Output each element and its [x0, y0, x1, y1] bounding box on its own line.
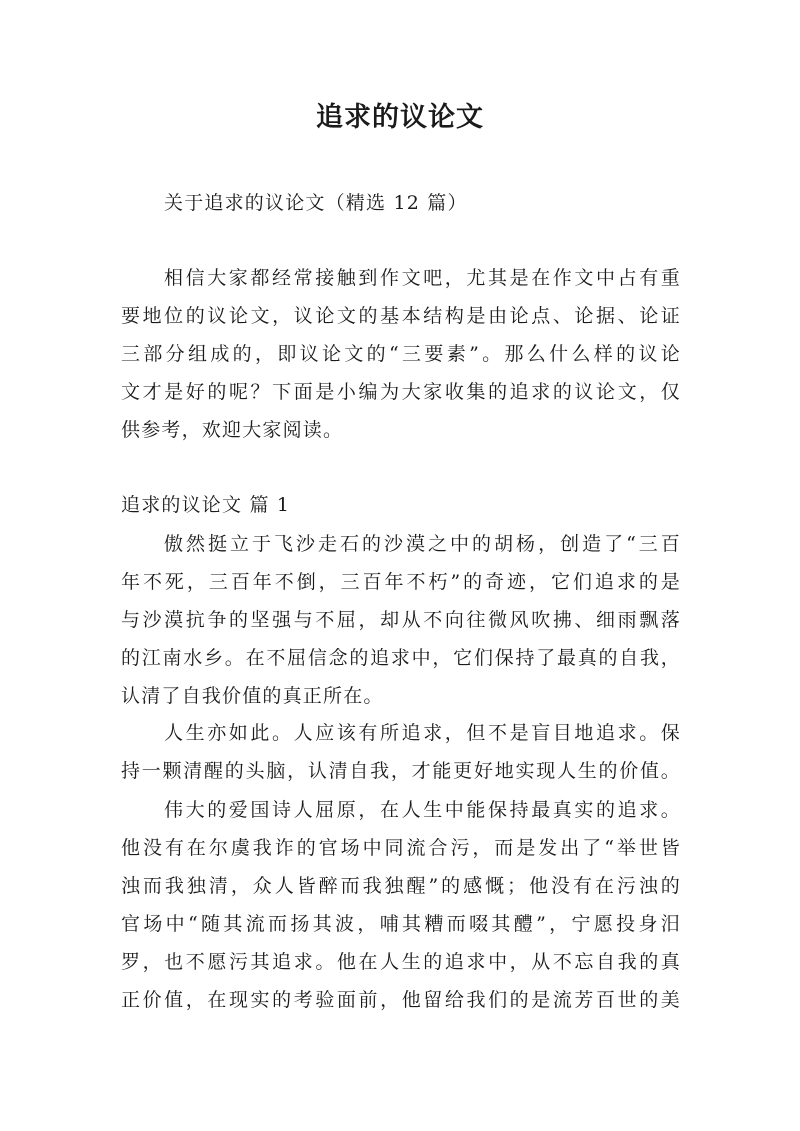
paragraph-line: 浊而我独清，众人皆醉而我独醒”的感慨；他没有在污浊的 — [121, 875, 681, 897]
paragraph-line: 认清了自我价值的真正所在。 — [121, 685, 384, 707]
document-subtitle: 关于追求的议论文（精选 12 篇） — [164, 192, 468, 214]
paragraph-line: 持一颗清醒的头脑，认清自我，才能更好地实现人生的价值。 — [121, 760, 681, 782]
paragraph-line: 年不死，三百年不倒，三百年不朽”的奇迹，它们追求的是 — [121, 571, 681, 593]
paragraph-line: 伟大的爱国诗人屈原，在人生中能保持最真实的追求。 — [164, 799, 681, 821]
paragraph-line: 他没有在尔虞我诈的官场中同流合污，而是发出了“举世皆 — [121, 837, 681, 859]
paragraph-line: 的江南水乡。在不屈信念的追求中，它们保持了最真的自我， — [121, 647, 681, 669]
intro-line: 文才是好的呢？下面是小编为大家收集的追求的议论文，仅 — [121, 381, 681, 403]
intro-line: 供参考，欢迎大家阅读。 — [121, 419, 344, 441]
paragraph-line: 罗，也不愿污其追求。他在人生的追求中，从不忘自我的真 — [121, 951, 681, 973]
paragraph-line: 与沙漠抗争的坚强与不屈，却从不向往微风吹拂、细雨飘落 — [121, 609, 681, 631]
paragraph-line: 官场中“随其流而扬其波，哺其糟而啜其醴”，宁愿投身汨 — [121, 913, 681, 935]
intro-line: 相信大家都经常接触到作文吧，尤其是在作文中占有重 — [164, 267, 681, 289]
page-title: 追求的议论文 — [316, 102, 484, 133]
paragraph-line: 正价值，在现实的考验面前，他留给我们的是流芳百世的美 — [121, 989, 681, 1011]
paragraph-line: 傲然挺立于飞沙走石的沙漠之中的胡杨，创造了“三百 — [164, 533, 681, 555]
intro-line: 要地位的议论文，议论文的基本结构是由论点、论据、论证 — [121, 305, 681, 327]
intro-line: 三部分组成的，即议论文的“三要素”。那么什么样的议论 — [121, 343, 681, 365]
section-heading: 追求的议论文 篇 1 — [121, 494, 291, 516]
paragraph-line: 人生亦如此。人应该有所追求，但不是盲目地追求。保 — [164, 722, 681, 744]
